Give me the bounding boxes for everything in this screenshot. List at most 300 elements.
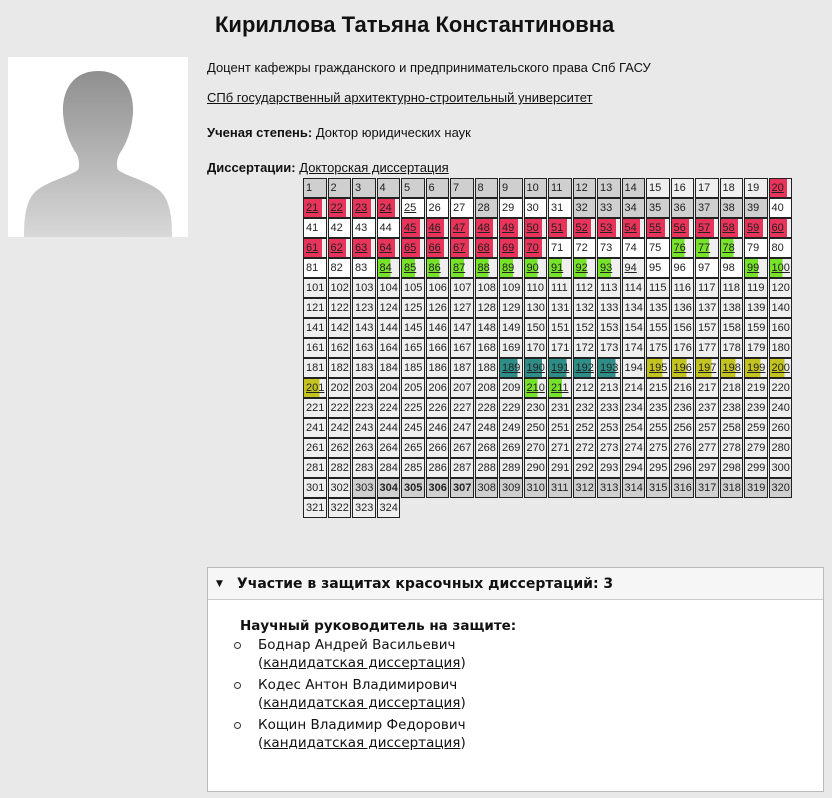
page-cell: 257 [695,418,719,438]
page-cell: 276 [671,438,695,458]
page-cell: 244 [377,418,401,438]
page-cell: 318 [720,478,744,498]
page-cell: 317 [695,478,719,498]
page-cell: 124 [377,298,401,318]
page-cell: 203 [352,378,376,398]
page-cell: 184 [377,358,401,378]
page-cell: 208 [475,378,499,398]
page-cell: 202 [328,378,352,398]
page-cell: 227 [450,398,474,418]
page-cell[interactable]: 59 [744,218,768,238]
page-cell: 38 [720,198,744,218]
page-cell[interactable]: 20 [769,178,793,198]
page-cell: 10 [524,178,548,198]
student-name: Кодес Антон Владимирович [258,677,458,693]
page-cell: 245 [401,418,425,438]
page-cell: 224 [377,398,401,418]
page-cell[interactable]: 50 [524,218,548,238]
page-cell: 226 [426,398,450,418]
page-cell: 302 [328,478,352,498]
page-cell: 305 [401,478,425,498]
candidate-dissertation-link[interactable]: кандидатская диссертация [263,655,461,671]
page-cell: 222 [328,398,352,418]
page-cell: 249 [499,418,523,438]
page-cell: 285 [401,458,425,478]
page-cell: 110 [524,278,548,298]
page-cell[interactable]: 89 [499,258,523,278]
paren-open: ( [258,655,264,671]
page-cell: 13 [597,178,621,198]
page-cell[interactable]: 93 [597,258,621,278]
page-cell: 17 [695,178,719,198]
page-cell: 229 [499,398,523,418]
page-cell: 205 [401,378,425,398]
page-cell[interactable]: 58 [720,218,744,238]
page-cell: 323 [352,498,376,518]
page-cell: 106 [426,278,450,298]
page-cell: 175 [646,338,670,358]
defenses-panel [207,567,824,792]
page-cell[interactable]: 45 [401,218,425,238]
page-cell[interactable]: 195 [646,358,670,378]
page-cell: 30 [524,198,548,218]
page-cell: 15 [646,178,670,198]
page-cell: 247 [450,418,474,438]
candidate-dissertation-link[interactable]: кандидатская диссертация [263,735,461,751]
user-silhouette-icon [8,57,188,237]
page-cell[interactable]: 66 [426,238,450,258]
page-cell: 29 [499,198,523,218]
page-cell: 261 [303,438,327,458]
page-cell[interactable]: 85 [401,258,425,278]
page-cell[interactable]: 54 [622,218,646,238]
page-cell[interactable]: 87 [450,258,474,278]
page-cell: 251 [548,418,572,438]
page-cell[interactable]: 78 [720,238,744,258]
page-cell: 158 [720,318,744,338]
page-cell: 113 [597,278,621,298]
page-cell: 314 [622,478,646,498]
page-cell[interactable]: 196 [671,358,695,378]
page-cell: 255 [646,418,670,438]
page-cell: 167 [450,338,474,358]
page-cell: 150 [524,318,548,338]
page-cell: 169 [499,338,523,358]
page-cell: 103 [352,278,376,298]
page-cell: 259 [744,418,768,438]
page-cell: 123 [352,298,376,318]
page-cell: 133 [597,298,621,318]
page-cell: 216 [671,378,695,398]
page-cell: 223 [352,398,376,418]
page-cell: 73 [597,238,621,258]
page-cell: 176 [671,338,695,358]
page-cell: 204 [377,378,401,398]
page-cell: 163 [352,338,376,358]
page-cell: 155 [646,318,670,338]
page-cell: 271 [548,438,572,458]
page-cell: 278 [720,438,744,458]
page-cell: 225 [401,398,425,418]
page-cell: 238 [720,398,744,418]
avatar [8,57,188,237]
page-cell[interactable]: 210 [524,378,548,398]
page-cell[interactable]: 25 [401,198,425,218]
page-cell: 111 [548,278,572,298]
student-name: Боднар Андрей Васильевич [258,637,456,653]
page-cell[interactable]: 90 [524,258,548,278]
page-cell: 165 [401,338,425,358]
page-cell: 303 [352,478,376,498]
page-cell: 319 [744,478,768,498]
page-cell[interactable]: 84 [377,258,401,278]
page-cell: 146 [426,318,450,338]
page-cell: 116 [671,278,695,298]
page-cell[interactable]: 52 [573,218,597,238]
page-cell: 256 [671,418,695,438]
page-cell: 313 [597,478,621,498]
page-cell[interactable]: 22 [328,198,352,218]
page-cell: 239 [744,398,768,418]
page-cell: 33 [597,198,621,218]
page-cell: 79 [744,238,768,258]
page-cell: 11 [548,178,572,198]
page-cell: 8 [475,178,499,198]
page-cell[interactable]: 76 [671,238,695,258]
page-cell: 27 [450,198,474,218]
page-cell[interactable]: 198 [720,358,744,378]
page-cell: 230 [524,398,548,418]
page-cell: 214 [622,378,646,398]
page-cell: 311 [548,478,572,498]
university-link[interactable]: СПб государственный архитектурно-строительный университет [207,90,593,105]
page-cell: 289 [499,458,523,478]
page-cell: 144 [377,318,401,338]
page-cell[interactable]: 201 [303,378,327,398]
page-cell[interactable]: 100 [769,258,793,278]
page-cell: 75 [646,238,670,258]
page-cell: 134 [622,298,646,318]
paren-open: ( [258,695,264,711]
page-cell: 207 [450,378,474,398]
degree-line [207,125,471,140]
page-cell: 107 [450,278,474,298]
page-cell: 138 [720,298,744,318]
page-cell: 286 [426,458,450,478]
page-cell: 137 [695,298,719,318]
page-cell: 14 [622,178,646,198]
page-cell: 132 [573,298,597,318]
page-cell[interactable]: 92 [573,258,597,278]
panel-body [208,600,823,752]
page-cell: 298 [720,458,744,478]
page-cell[interactable]: 23 [352,198,376,218]
page-cell: 283 [352,458,376,478]
page-cell: 4 [377,178,401,198]
panel-header[interactable] [208,568,823,600]
paren-close: ) [460,735,466,751]
page-cell: 315 [646,478,670,498]
page-cell: 129 [499,298,523,318]
page-cell: 117 [695,278,719,298]
page-cell[interactable]: 197 [695,358,719,378]
page-cell[interactable]: 99 [744,258,768,278]
page-cell: 232 [573,398,597,418]
page-cell: 154 [622,318,646,338]
page-cell: 215 [646,378,670,398]
page-cell[interactable]: 48 [475,218,499,238]
page-cell[interactable]: 193 [597,358,621,378]
page-cell[interactable]: 51 [548,218,572,238]
page-cell[interactable]: 49 [499,218,523,238]
page-cell[interactable]: 91 [548,258,572,278]
page-cell: 219 [744,378,768,398]
page-cell: 262 [328,438,352,458]
page-cell[interactable]: 55 [646,218,670,238]
page-cell: 291 [548,458,572,478]
page-cell: 114 [622,278,646,298]
page-cell: 248 [475,418,499,438]
page-cell: 139 [744,298,768,318]
page-cell[interactable]: 86 [426,258,450,278]
page-cell[interactable]: 21 [303,198,327,218]
page-cell: 12 [573,178,597,198]
page-cell[interactable]: 24 [377,198,401,218]
page-cell: 174 [622,338,646,358]
page-cell[interactable]: 62 [328,238,352,258]
page-cell: 282 [328,458,352,478]
page-cell[interactable]: 70 [524,238,548,258]
page-cell: 19 [744,178,768,198]
page-cell[interactable]: 60 [769,218,793,238]
doctoral-dissertation-link[interactable]: Докторская диссертация [299,160,449,175]
page-cell[interactable]: 68 [475,238,499,258]
page-cell: 120 [769,278,793,298]
page-cell[interactable]: 69 [499,238,523,258]
page-cell[interactable]: 190 [524,358,548,378]
page-cell: 312 [573,478,597,498]
page-cell: 81 [303,258,327,278]
page-cell: 321 [303,498,327,518]
page-cell[interactable]: 64 [377,238,401,258]
page-cell: 274 [622,438,646,458]
page-cell: 72 [573,238,597,258]
page-cell[interactable]: 199 [744,358,768,378]
page-cell: 237 [695,398,719,418]
page-cell: 32 [573,198,597,218]
page-cell: 126 [426,298,450,318]
page-cell: 246 [426,418,450,438]
page-cell: 121 [303,298,327,318]
page-cell: 6 [426,178,450,198]
page-cell: 44 [377,218,401,238]
page-cell: 96 [671,258,695,278]
page-cell: 252 [573,418,597,438]
page-cell: 194 [622,358,646,378]
page-cell[interactable]: 53 [597,218,621,238]
page-cell[interactable]: 94 [622,258,646,278]
page-cell: 95 [646,258,670,278]
page-cell: 324 [377,498,401,518]
page-cell: 3 [352,178,376,198]
page-cell: 242 [328,418,352,438]
page-cell: 26 [426,198,450,218]
page-cell: 157 [695,318,719,338]
page-cell: 186 [426,358,450,378]
page-cell: 173 [597,338,621,358]
page-cell: 287 [450,458,474,478]
students-list [240,636,823,752]
page-cell: 187 [450,358,474,378]
page-cell: 234 [622,398,646,418]
page-cell: 152 [573,318,597,338]
page-cell: 119 [744,278,768,298]
page-cell: 304 [377,478,401,498]
page-cell: 309 [499,478,523,498]
page-cell: 42 [328,218,352,238]
page-cell: 151 [548,318,572,338]
page-cell: 108 [475,278,499,298]
page-cell: 185 [401,358,425,378]
page-cell[interactable]: 65 [401,238,425,258]
page-cell: 149 [499,318,523,338]
page-cell: 16 [671,178,695,198]
page-cell[interactable]: 200 [769,358,793,378]
page-cell: 147 [450,318,474,338]
page-cell: 292 [573,458,597,478]
page-cell[interactable]: 77 [695,238,719,258]
page-cell: 188 [475,358,499,378]
page-cell[interactable]: 63 [352,238,376,258]
page-cell: 35 [646,198,670,218]
page-cell: 40 [769,198,793,218]
page-cell[interactable]: 46 [426,218,450,238]
page-cell: 101 [303,278,327,298]
page-cell: 125 [401,298,425,318]
page-cell: 142 [328,318,352,338]
page-cell: 168 [475,338,499,358]
page-cell[interactable]: 47 [450,218,474,238]
panel-title: Участие в защитах красочных диссертаций: 3 [236,575,614,592]
page-cell: 320 [769,478,793,498]
page-cell[interactable]: 189 [499,358,523,378]
page-cell: 177 [695,338,719,358]
page-cell: 218 [720,378,744,398]
page-cell: 295 [646,458,670,478]
page-grid [303,178,793,518]
page-cell: 109 [499,278,523,298]
page-cell: 34 [622,198,646,218]
list-item [240,636,823,672]
student-name: Кощин Владимир Федорович [258,717,466,733]
page-cell[interactable]: 211 [548,378,572,398]
page-cell: 1 [303,178,327,198]
degree-value: Доктор юридических наук [315,125,471,140]
page-cell[interactable]: 56 [671,218,695,238]
page-cell: 243 [352,418,376,438]
page-title: Кириллова Татьяна Константиновна [215,12,615,37]
caret-down-icon: ▼ [216,578,223,589]
page-cell: 153 [597,318,621,338]
page-cell[interactable]: 191 [548,358,572,378]
page-cell: 141 [303,318,327,338]
page-cell: 136 [671,298,695,318]
page-cell: 172 [573,338,597,358]
page-cell: 115 [646,278,670,298]
page-cell: 18 [720,178,744,198]
page-cell: 145 [401,318,425,338]
page-cell: 228 [475,398,499,418]
page-cell: 294 [622,458,646,478]
page-cell: 260 [769,418,793,438]
page-cell: 280 [769,438,793,458]
page-cell: 275 [646,438,670,458]
page-cell: 156 [671,318,695,338]
page-cell: 105 [401,278,425,298]
page-cell[interactable]: 88 [475,258,499,278]
page-cell: 80 [769,238,793,258]
dissertations-label: Диссертации: [207,160,296,175]
page-cell: 293 [597,458,621,478]
page-cell: 270 [524,438,548,458]
page-cell: 266 [426,438,450,458]
page-cell: 279 [744,438,768,458]
page-cell[interactable]: 67 [450,238,474,258]
page-cell: 300 [769,458,793,478]
page-cell: 170 [524,338,548,358]
page-cell: 281 [303,458,327,478]
page-cell: 41 [303,218,327,238]
page-cell: 148 [475,318,499,338]
page-cell: 122 [328,298,352,318]
page-cell[interactable]: 192 [573,358,597,378]
list-item [240,676,823,712]
page-cell: 183 [352,358,376,378]
page-cell: 159 [744,318,768,338]
page-cell: 127 [450,298,474,318]
page-cell: 322 [328,498,352,518]
page-cell: 9 [499,178,523,198]
candidate-dissertation-link[interactable]: кандидатская диссертация [263,695,461,711]
page-cell: 2 [328,178,352,198]
page-cell: 28 [475,198,499,218]
page-cell[interactable]: 57 [695,218,719,238]
page-cell: 284 [377,458,401,478]
page-cell[interactable]: 61 [303,238,327,258]
page-cell: 171 [548,338,572,358]
page-cell: 104 [377,278,401,298]
page-cell: 209 [499,378,523,398]
page-cell: 301 [303,478,327,498]
page-cell: 162 [328,338,352,358]
page-cell: 97 [695,258,719,278]
page-cell: 288 [475,458,499,478]
page-cell: 206 [426,378,450,398]
page-cell: 231 [548,398,572,418]
page-cell: 5 [401,178,425,198]
page-cell: 82 [328,258,352,278]
page-cell: 37 [695,198,719,218]
page-cell: 220 [769,378,793,398]
page-cell: 39 [744,198,768,218]
page-cell: 179 [744,338,768,358]
page-cell: 236 [671,398,695,418]
page-cell: 268 [475,438,499,458]
university-line [207,90,593,105]
page-cell: 296 [671,458,695,478]
page-cell: 306 [426,478,450,498]
page-cell: 310 [524,478,548,498]
